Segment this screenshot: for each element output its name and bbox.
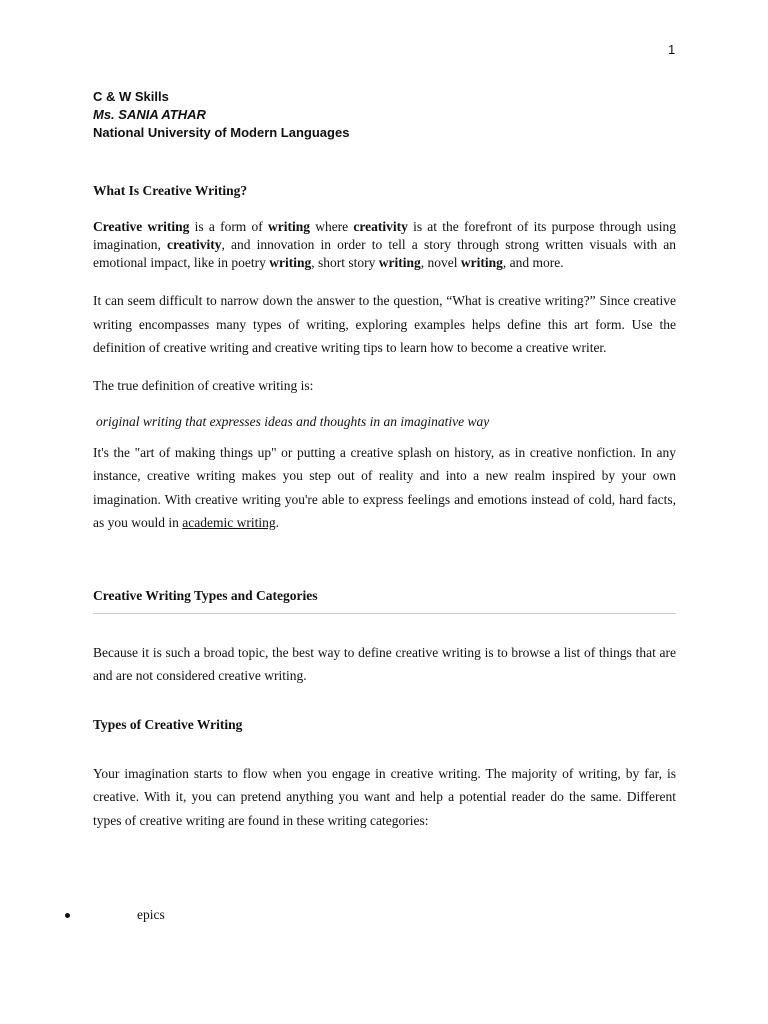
document-header: [93, 88, 349, 142]
bold-term: Creative writing: [93, 219, 190, 234]
bullet-icon: [65, 913, 70, 918]
bold-term: writing: [269, 255, 312, 270]
paragraph-broad-topic: Because it is such a broad topic, the best way to define creative writing is to browse a list of things that are and are not considered creative writing.: [93, 644, 676, 683]
list-item-label: epics: [137, 907, 165, 922]
list-item: [65, 906, 165, 924]
bold-term: writing: [460, 255, 503, 270]
section-heading-types: Types of Creative Writing: [93, 716, 243, 732]
paragraph-true-definition: The true definition of creative writing is:: [93, 377, 314, 393]
paragraph-art-of-making: It's the "art of making things up" or putting a creative splash on history, as in creative nonfiction. In any instance, creative writing makes you step out of reality and into a new realm inspired by your own imagination. With creative writing you're able to express feelings and emotions instead of cold, hard facts, as you would in academic writing.: [93, 444, 676, 530]
paragraph-imagination: Your imagination starts to flow when you engage in creative writing. The majority of writing, by far, is creative. With it, you can pretend anything you want and help a potential reader do the same. Different types of creative writing are found in these writing categories:: [93, 765, 676, 828]
page-number: 1: [668, 42, 676, 57]
academic-writing-link[interactable]: academic writing: [182, 515, 276, 530]
course-title: C & W Skills: [93, 89, 169, 104]
instructor-name: Ms. SANIA ATHAR: [93, 107, 206, 122]
section-divider: [93, 613, 676, 614]
definition-quote: original writing that expresses ideas and thoughts in an imaginative way: [96, 413, 490, 429]
bold-term: creativity: [167, 237, 222, 252]
paragraph-difficulty: It can seem difficult to narrow down the answer to the question, “What is creative writing?” Since creative writing encompasses many types of writing, exploring examples helps define this art form. Use the definition of creative writing and creative writing tips to learn how to become a creative writer.: [93, 293, 676, 355]
section-heading-types-categories: Creative Writing Types and Categories: [93, 587, 318, 603]
document-body: [93, 182, 676, 832]
bold-term: creativity: [353, 219, 408, 234]
bold-term: writing: [267, 219, 310, 234]
bold-term: writing: [378, 255, 421, 270]
section-heading-what-is: What Is Creative Writing?: [93, 183, 248, 198]
definition-paragraph: Creative writing is a form of writing where creativity is at the forefront of its purpose through using imagination, creativity, and innovation in order to tell a story through strong written visuals with an emotional impact, like in poetry writing, short story writing, novel writing, and more.: [93, 219, 677, 270]
university-name: National University of Modern Languages: [93, 125, 350, 140]
